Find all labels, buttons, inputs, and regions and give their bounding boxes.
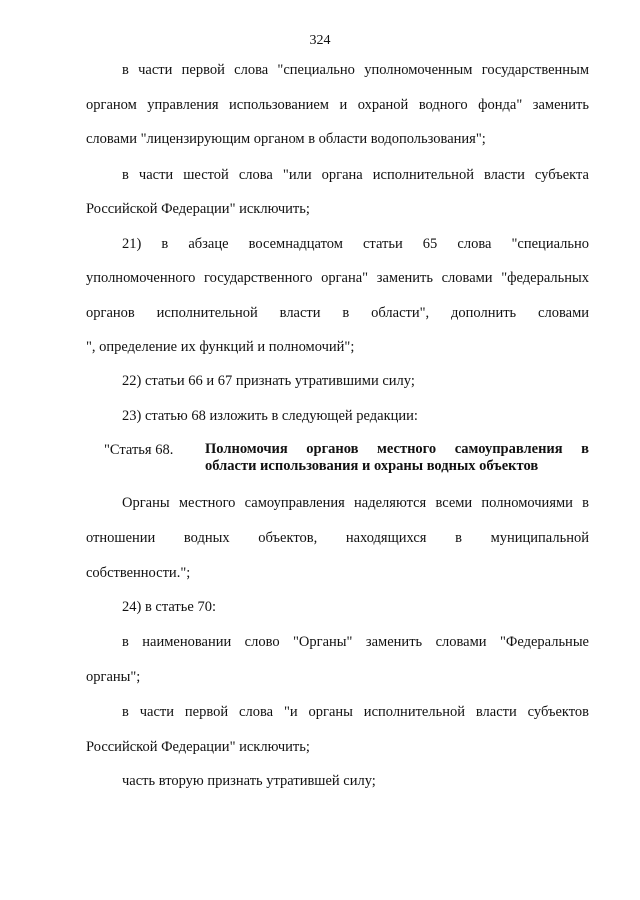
text-line-19: Российской Федерации" исключить; xyxy=(86,739,310,755)
text-line-15: 24) в статье 70: xyxy=(122,599,216,615)
article-title-line-2: области использования и охраны водных объектов xyxy=(205,458,539,474)
article-number: "Статья 68. xyxy=(104,442,174,458)
text-line-17: органы"; xyxy=(86,669,141,685)
text-line-6: 21) в абзаце восемнадцатом статьи 65 слова "специально xyxy=(122,236,589,252)
article-title-line-1: Полномочия органов местного самоуправления в xyxy=(205,441,589,457)
text-line-2: органом управления использованием и охраной водного фонда" заменить xyxy=(86,97,589,113)
text-line-10: 22) статьи 66 и 67 признать утратившими силу; xyxy=(122,373,415,389)
text-line-4: в части шестой слова "или органа исполнительной власти субъекта xyxy=(122,167,589,183)
text-line-5: Российской Федерации" исключить; xyxy=(86,201,310,217)
text-line-7: уполномоченного государственного органа" заменить словами "федеральных xyxy=(86,270,589,286)
text-line-16: в наименовании слово "Органы" заменить словами "Федеральные xyxy=(122,634,589,650)
page-number: 324 xyxy=(309,33,331,48)
text-line-13: отношении водных объектов, находящихся в муниципальной xyxy=(86,530,589,546)
article-title xyxy=(205,441,589,475)
text-line-12: Органы местного самоуправления наделяются всеми полномочиями в xyxy=(122,495,589,511)
text-line-18: в части первой слова "и органы исполнительной власти субъектов xyxy=(122,704,589,720)
text-line-14: собственности."; xyxy=(86,565,191,581)
text-line-3: словами "лицензирующим органом в области водопользования"; xyxy=(86,131,486,147)
text-line-20: часть вторую признать утратившей силу; xyxy=(122,773,376,789)
text-line-11: 23) статью 68 изложить в следующей редакции: xyxy=(122,408,418,424)
text-line-8: органов исполнительной власти в области", дополнить словами xyxy=(86,305,589,321)
text-line-1: в части первой слова "специально уполномоченным государственным xyxy=(122,62,589,78)
text-line-9: ", определение их функций и полномочий"; xyxy=(86,339,355,355)
